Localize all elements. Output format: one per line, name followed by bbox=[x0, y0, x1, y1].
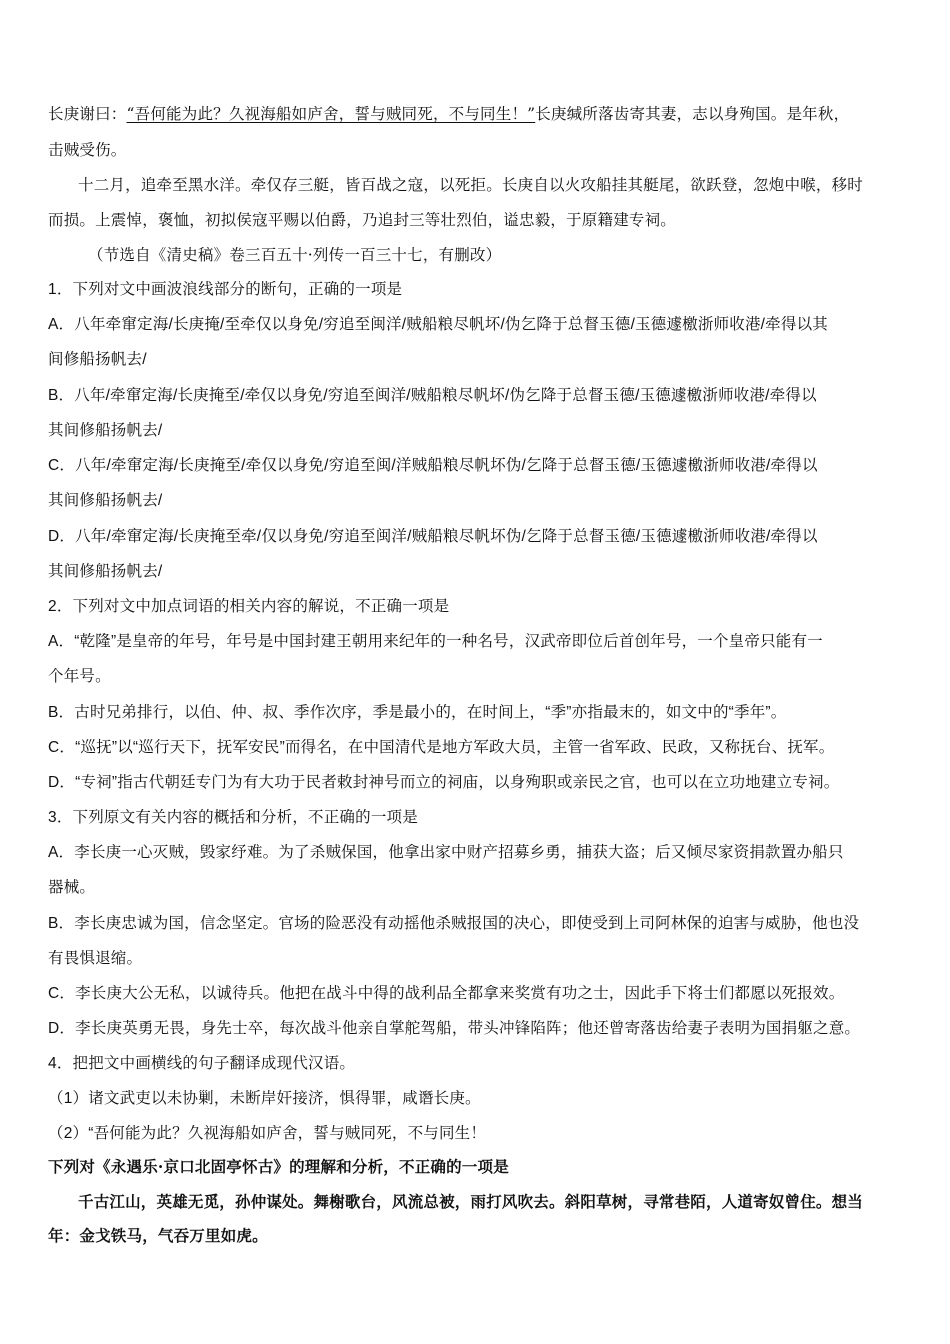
q1-option-c-line-2: 其间修船扬帆去/ bbox=[48, 492, 163, 509]
q3-option-a-line-2: 器械。 bbox=[48, 879, 96, 896]
passage-line-2: 击贼受伤。 bbox=[48, 141, 127, 159]
q3-option-c: C．李长庚大公无私，以诚待兵。他把在战斗中得的战利品全都拿来奖赏有功之士，因此手下将士们都愿以死报效。 bbox=[48, 985, 845, 1002]
passage-line-3: 十二月，追牵至黑水洋。牵仅存三艇，皆百战之寇，以死拒。长庚自以火攻船挂其艇尾，欲跃登，忽炮中喉，移时 bbox=[78, 176, 864, 194]
q2-option-b: B．古时兄弟排行，以伯、仲、叔、季作次序，季是最小的，在时间上，“季”亦指最末的，如文中的“季年”。 bbox=[48, 704, 787, 721]
passage-text: 长庚缄所落齿寄其妻，志以身殉国。是年秋， bbox=[535, 105, 850, 123]
passage-line-1 bbox=[48, 104, 849, 124]
q1-option-a-line-2: 间修船扬帆去/ bbox=[48, 351, 147, 368]
q2-option-d: D．“专祠”指古代朝廷专门为有大功于民者敕封神号而立的祠庙，以身殉职或亲民之官，也可以在立功地建立专祠。 bbox=[48, 774, 840, 791]
q1-option-d-line-2: 其间修船扬帆去/ bbox=[48, 563, 163, 580]
next-question-stem: 下列对《永遇乐·京口北固亭怀古》的理解和分析，不正确的一项是 bbox=[48, 1157, 509, 1176]
q3-option-b-line-2: 有畏惧退缩。 bbox=[48, 950, 143, 967]
q2-option-a-line-1: A．“乾隆”是皇帝的年号，年号是中国封建王朝用来纪年的一种名号，汉武帝即位后首创年号，一个皇帝只能有一 bbox=[48, 633, 823, 650]
poem-line-2: 年：金戈铁马，气吞万里如虎。 bbox=[48, 1226, 268, 1245]
poem-line-1: 千古江山，英雄无觅，孙仲谋处。舞榭歌台，风流总被，雨打风吹去。斜阳草树，寻常巷陌，人道寄奴曾住。想当 bbox=[78, 1192, 864, 1211]
question-4-stem: 4．把把文中画横线的句子翻译成现代汉语。 bbox=[48, 1055, 356, 1072]
q1-option-b-line-1: B．八年/牵窜定海/长庚掩至/牵仅以身免/穷追至闽洋/贼船粮尽帆坏/伪乞降于总督玉德/玉德遽檄浙师收港/牵得以 bbox=[48, 387, 817, 404]
q1-option-b-line-2: 其间修船扬帆去/ bbox=[48, 422, 163, 439]
passage-text: 长庚谢曰： bbox=[48, 105, 127, 123]
question-3-stem: 3．下列原文有关内容的概括和分析，不正确的一项是 bbox=[48, 809, 418, 826]
q3-option-d: D．李长庚英勇无畏，身先士卒，每次战斗他亲自掌舵驾船，带头冲锋陷阵；他还曾寄落齿给妻子表明为国捐躯之意。 bbox=[48, 1020, 861, 1037]
q2-option-a-line-2: 个年号。 bbox=[48, 668, 111, 685]
q3-option-a-line-1: A．李长庚一心灭贼，毁家纾难。为了杀贼保国，他拿出家中财产招募乡勇，捕获大盗；后又倾尽家资捐款置办船只 bbox=[48, 844, 844, 861]
underlined-quote: “吾何能为此？久视海船如庐舍，誓与贼同死，不与同生！” bbox=[126, 105, 536, 123]
q1-option-d-line-1: D．八年/牵窜定海/长庚掩至牵/仅以身免/穷追至闽洋/贼船粮尽帆坏伪/乞降于总督玉德/玉德遽檄浙师收港/牵得以 bbox=[48, 528, 818, 545]
q4-sentence-2: （2）“吾何能为此？久视海船如庐舍，誓与贼同死，不与同生！ bbox=[48, 1125, 487, 1142]
passage-source: （节选自《清史稿》卷三百五十·列传一百三十七，有删改） bbox=[88, 246, 502, 264]
question-2-stem: 2．下列对文中加点词语的相关内容的解说，不正确一项是 bbox=[48, 598, 450, 615]
q2-option-c: C．“巡抚”以“巡行天下，抚军安民”而得名，在中国清代是地方军政大员，主管一省军政、民政，又称抚台、抚军。 bbox=[48, 739, 835, 756]
q1-option-a-line-1: A．八年牵窜定海/长庚掩/至牵仅以身免/穷追至闽洋/贼船粮尽帆坏/伪乞降于总督玉德/玉德遽檄浙师收港/牵得以其 bbox=[48, 316, 828, 333]
q1-option-c-line-1: C．八年/牵窜定海/长庚掩至/牵仅以身免/穷追至闽/洋贼船粮尽帆坏伪/乞降于总督玉德/玉德遽檄浙师收港/牵得以 bbox=[48, 457, 818, 474]
q4-sentence-1: （1）诸文武吏以未协剿，未断岸奸接济，惧得罪，咸谮长庚。 bbox=[48, 1090, 481, 1107]
passage-line-4: 而损。上震悼，褒恤，初拟侯寇平赐以伯爵，乃追封三等壮烈伯，谥忠毅，于原籍建专祠。 bbox=[48, 211, 677, 229]
q3-option-b-line-1: B．李长庚忠诚为国，信念坚定。官场的险恶没有动摇他杀贼报国的决心，即使受到上司阿林保的迫害与威胁，他也没 bbox=[48, 915, 860, 932]
question-1-stem: 1．下列对文中画波浪线部分的断句，正确的一项是 bbox=[48, 281, 403, 298]
